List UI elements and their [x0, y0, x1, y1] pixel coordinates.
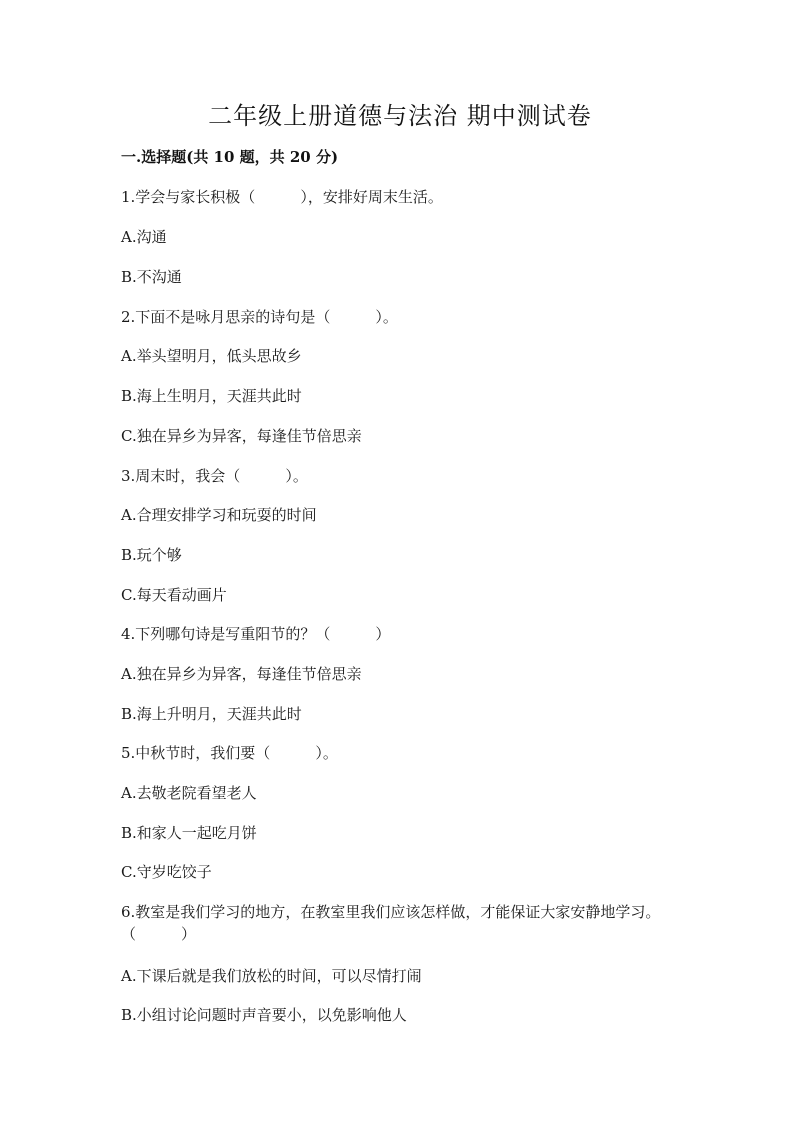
- page-title: 二年级上册道德与法治 期中测试卷: [208, 102, 592, 130]
- option-3c: C.每天看动画片: [121, 586, 227, 604]
- section-heading: 一.选择题(共 10 题，共 20 分): [121, 148, 339, 166]
- question-3: 3.周末时，我会（ ）。: [121, 467, 308, 485]
- option-4b: B.海上升明月，天涯共此时: [121, 705, 302, 723]
- option-3b: B.玩个够: [121, 546, 182, 564]
- option-2c: C.独在异乡为异客，每逢佳节倍思亲: [121, 427, 362, 445]
- question-2: 2.下面不是咏月思亲的诗句是（ ）。: [121, 308, 398, 326]
- option-6b: B.小组讨论问题时声音要小，以免影响他人: [121, 1006, 407, 1024]
- option-1a: A.沟通: [121, 228, 167, 246]
- question-1: 1.学会与家长积极（ ），安排好周末生活。: [121, 188, 443, 206]
- question-6: 6.教室是我们学习的地方，在教室里我们应该怎样做，才能保证大家安静地学习。（ ）: [121, 903, 661, 943]
- option-2b: B.海上生明月，天涯共此时: [121, 387, 302, 405]
- option-5a: A.去敬老院看望老人: [121, 784, 257, 802]
- option-4a: A.独在异乡为异客，每逢佳节倍思亲: [121, 665, 362, 683]
- option-5c: C.守岁吃饺子: [121, 863, 212, 881]
- option-2a: A.举头望明月，低头思故乡: [121, 347, 302, 365]
- question-4: 4.下列哪句诗是写重阳节的？（ ）: [121, 625, 391, 643]
- option-6a: A.下课后就是我们放松的时间，可以尽情打闹: [121, 967, 422, 985]
- question-5: 5.中秋节时，我们要（ ）。: [121, 744, 338, 762]
- option-5b: B.和家人一起吃月饼: [121, 824, 257, 842]
- option-3a: A.合理安排学习和玩耍的时间: [121, 506, 317, 524]
- option-1b: B.不沟通: [121, 268, 182, 286]
